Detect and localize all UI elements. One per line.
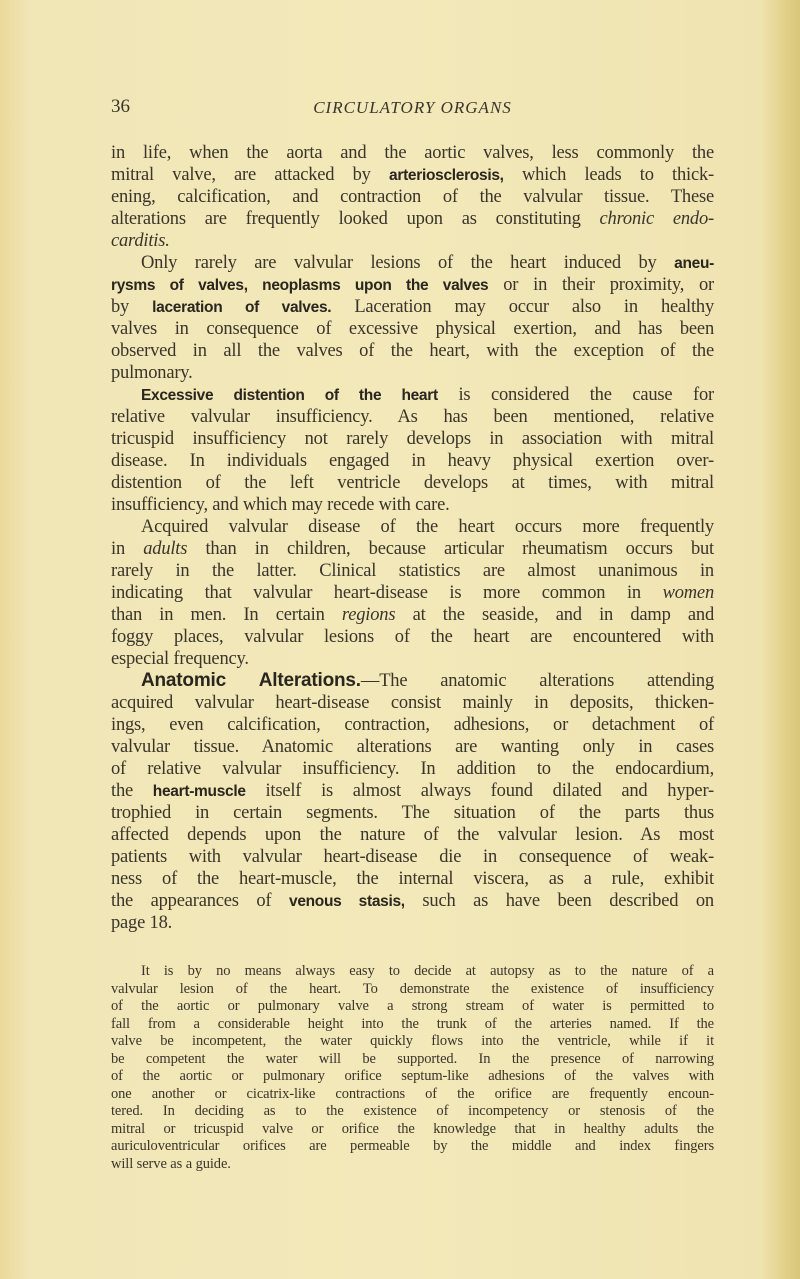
text-run: —The anatomic alterations attending	[360, 671, 714, 691]
text-run: the appearances of	[111, 891, 289, 911]
text-line	[111, 538, 714, 560]
text-run: than in men. In certain	[111, 605, 342, 625]
text-run: page 18.	[111, 913, 173, 933]
text-run: foggy places, valvular lesions of the heart are encountered with	[111, 627, 714, 647]
text-run: patients with valvular heart-disease die in consequence of weak-	[111, 847, 714, 867]
text-line	[111, 670, 714, 692]
text-run: Acquired valvular disease of the heart occurs more frequently	[141, 517, 714, 537]
bold-term: laceration of valves.	[152, 299, 332, 316]
text-run: Laceration may occur also in healthy	[331, 297, 715, 317]
bold-term: Anatomic Alterations.	[141, 670, 361, 691]
paragraph	[111, 670, 714, 934]
bold-term: heart-muscle	[152, 783, 246, 800]
text-line	[111, 230, 714, 252]
text-line	[111, 406, 714, 428]
text-line	[111, 846, 714, 868]
text-line	[111, 802, 714, 824]
text-run: tricuspid insufficiency not rarely develops in association with mitral	[111, 429, 714, 449]
text-run: disease. In individuals engaged in heavy physical exertion over-	[111, 451, 714, 471]
text-line	[111, 604, 714, 626]
text-run: insufficiency, and which may recede with care.	[111, 495, 450, 515]
text-line	[111, 780, 714, 802]
text-line	[111, 868, 714, 890]
text-line	[111, 736, 714, 758]
paragraph	[111, 142, 714, 252]
text-run: such as have been described on	[404, 891, 714, 911]
text-line	[111, 164, 714, 186]
text-run: of relative valvular insufficiency. In addition to the endocardium,	[111, 759, 714, 779]
text-run: by	[111, 297, 153, 317]
text-run: affected depends upon the nature of the valvular lesion. As most	[111, 825, 714, 845]
text-line	[111, 692, 714, 714]
text-run: ings, even calcification, contraction, adhesions, or detachment of	[111, 715, 714, 735]
text-run: in	[111, 539, 144, 559]
footnote-line: fall from a considerable height into the trunk of the arteries named. If the	[111, 1015, 714, 1032]
text-line	[111, 912, 714, 934]
text-line	[111, 626, 714, 648]
paragraph	[111, 252, 714, 384]
italic-term: women	[662, 583, 714, 603]
text-line	[111, 560, 714, 582]
bold-term: Excessive distention of the heart	[141, 387, 438, 404]
text-run: pulmonary.	[111, 363, 193, 383]
text-line	[111, 582, 714, 604]
text-run: alterations are frequently looked upon as constituting	[111, 209, 600, 229]
bold-term: arteriosclerosis,	[389, 167, 504, 184]
italic-term: carditis.	[111, 231, 170, 251]
text-line	[111, 890, 714, 912]
italic-term: adults	[143, 539, 188, 559]
text-line	[111, 450, 714, 472]
text-run: especial frequency.	[111, 649, 249, 669]
text-run: the	[111, 781, 153, 801]
text-run: rarely in the latter. Clinical statistics are almost unanimous in	[111, 561, 714, 581]
text-run: or in their proximity, or	[488, 275, 715, 295]
footnote-line: valve be incompetent, the water quickly flows into the ventricle, while if it	[111, 1033, 714, 1049]
text-line	[111, 274, 714, 296]
text-line	[111, 252, 714, 274]
text-line	[111, 318, 714, 340]
footnote-line: tered. In deciding as to the existence of incompetency or stenosis of the	[111, 1103, 714, 1119]
text-line	[111, 714, 714, 736]
text-line	[111, 208, 714, 230]
text-run: indicating that valvular heart-disease is more common in	[111, 583, 663, 603]
running-header	[111, 96, 714, 120]
text-line	[111, 824, 714, 846]
bold-term: rysms of valves, neoplasms upon the valves	[111, 277, 489, 294]
page-number: 36	[111, 96, 130, 117]
footnote-line: of the aortic or pulmonary valve a strong stream of water is permitted to	[111, 998, 714, 1014]
text-line	[111, 758, 714, 780]
paragraph	[111, 384, 714, 516]
text-run: acquired valvular heart-disease consist mainly in deposits, thicken-	[111, 693, 714, 713]
text-line	[111, 516, 714, 538]
text-run: Only rarely are valvular lesions of the heart induced by	[141, 253, 675, 273]
italic-term: regions	[341, 605, 396, 625]
footnote-line: of the aortic or pulmonary orifice septum-like adhesions of the valves with	[111, 1068, 714, 1084]
bold-term: venous stasis,	[289, 893, 405, 910]
bold-term: aneu-	[674, 255, 714, 272]
text-line	[111, 428, 714, 450]
running-title: CIRCULATORY ORGANS	[313, 98, 512, 117]
text-line	[111, 472, 714, 494]
text-run: valvular tissue. Anatomic alterations are wanting only in cases	[111, 737, 714, 757]
text-run: itself is almost always found dilated and hyper-	[245, 781, 714, 801]
footnote-line: valvular lesion of the heart. To demonstrate the existence of insufficiency	[111, 980, 714, 997]
text-run: distention of the left ventricle develops at times, with mitral	[111, 473, 714, 493]
paragraph	[111, 516, 714, 670]
text-run: ening, calcification, and contraction of the valvular tissue. These	[111, 187, 714, 207]
footnote-line: will serve as a guide.	[111, 1155, 231, 1172]
text-line	[111, 186, 714, 208]
text-run: observed in all the valves of the heart, with the exception of the	[111, 341, 714, 361]
footnote-line: auriculoventricular orifices are permeable by the middle and index fingers	[111, 1138, 714, 1154]
text-line	[111, 142, 714, 164]
text-line	[111, 362, 714, 384]
footnote-line: mitral or tricuspid valve or orifice the knowledge that in healthy adults the	[111, 1120, 714, 1137]
footnote-line: It is by no means always easy to decide at autopsy as to the nature of a	[141, 963, 714, 979]
text-run: relative valvular insufficiency. As has been mentioned, relative	[111, 407, 714, 427]
italic-term: chronic endo-	[599, 209, 714, 229]
text-run: at the seaside, and in damp and	[395, 605, 714, 625]
text-run: mitral valve, are attacked by	[111, 165, 390, 185]
main-text	[111, 142, 714, 934]
text-line	[111, 648, 714, 670]
text-run: than in children, because articular rheumatism occurs but	[187, 539, 714, 559]
footnote	[111, 963, 714, 1173]
text-line	[111, 384, 714, 406]
text-run: trophied in certain segments. The situation of the parts thus	[111, 803, 714, 823]
footnote-line: one another or cicatrix-like contractions of the orifice are frequently encoun-	[111, 1085, 714, 1102]
text-line	[111, 296, 714, 318]
text-run: in life, when the aorta and the aortic valves, less commonly the	[111, 143, 714, 163]
text-run: is considered the cause for	[437, 385, 714, 405]
text-line	[111, 494, 714, 516]
text-run: which leads to thick-	[503, 165, 714, 185]
footnote-line: be competent the water will be supported. In the presence of narrowing	[111, 1050, 714, 1067]
text-run: valves in consequence of excessive physical exertion, and has been	[111, 319, 714, 339]
text-line	[111, 340, 714, 362]
text-run: ness of the heart-muscle, the internal viscera, as a rule, exhibit	[111, 869, 714, 889]
